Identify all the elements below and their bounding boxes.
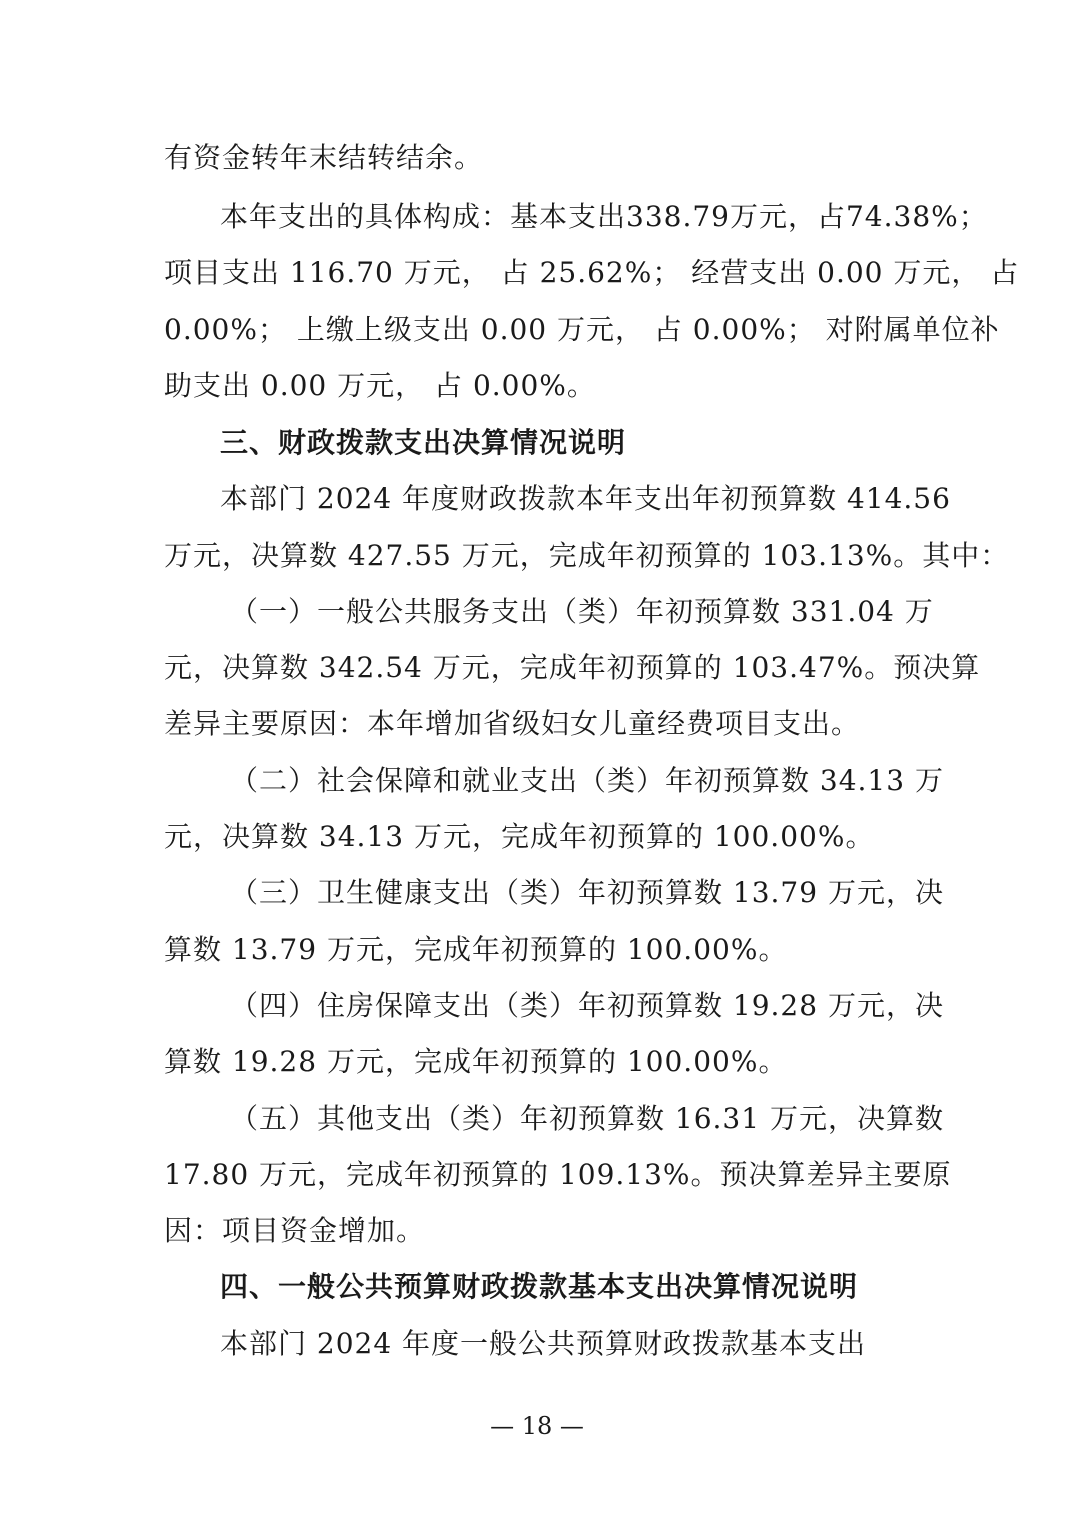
paragraph-line: 差异主要原因：本年增加省级妇女儿童经费项目支出。 (164, 707, 861, 740)
section-heading-4: 四、一般公共预算财政拨款基本支出决算情况说明 (220, 1270, 859, 1303)
paragraph-line: 助支出 0.00 万元， 占 0.00%。 (164, 369, 596, 402)
paragraph-line: 万元，决算数 427.55 万元，完成年初预算的 103.13%。其中： (164, 539, 1010, 572)
paragraph-line: 算数 19.28 万元，完成年初预算的 100.00%。 (164, 1045, 788, 1078)
paragraph-line: （二）社会保障和就业支出（类）年初预算数 34.13 万 (230, 764, 944, 797)
paragraph-line: （五）其他支出（类）年初预算数 16.31 万元，决算数 (230, 1102, 944, 1135)
paragraph-line: 项目支出 116.70 万元， 占 25.62%； 经营支出 0.00 万元， 占 (164, 256, 1020, 289)
paragraph-line: （一）一般公共服务支出（类）年初预算数 331.04 万 (230, 595, 934, 628)
paragraph-line: 元，决算数 342.54 万元，完成年初预算的 103.47%。预决算 (164, 651, 981, 684)
paragraph-line: 本部门 2024 年度财政拨款本年支出年初预算数 414.56 (220, 482, 951, 515)
paragraph-line: 本年支出的具体构成：基本支出338.79万元，占74.38%； (220, 200, 988, 233)
paragraph-line: 0.00%； 上缴上级支出 0.00 万元， 占 0.00%； 对附属单位补 (164, 313, 1000, 346)
paragraph-line: 本部门 2024 年度一般公共预算财政拨款基本支出 (220, 1327, 867, 1360)
paragraph-line: 算数 13.79 万元，完成年初预算的 100.00%。 (164, 933, 788, 966)
paragraph-line: （三）卫生健康支出（类）年初预算数 13.79 万元，决 (230, 876, 944, 909)
paragraph-line: （四）住房保障支出（类）年初预算数 19.28 万元，决 (230, 989, 944, 1022)
paragraph-line: 因：项目资金增加。 (164, 1214, 426, 1247)
paragraph-line: 17.80 万元，完成年初预算的 109.13%。预决算差异主要原 (164, 1158, 952, 1191)
section-heading-3: 三、财政拨款支出决算情况说明 (220, 426, 627, 459)
page-number: — 18 — (490, 1412, 584, 1440)
paragraph-line: 元，决算数 34.13 万元，完成年初预算的 100.00%。 (164, 820, 875, 853)
paragraph-line: 有资金转年末结转结余。 (164, 141, 484, 174)
